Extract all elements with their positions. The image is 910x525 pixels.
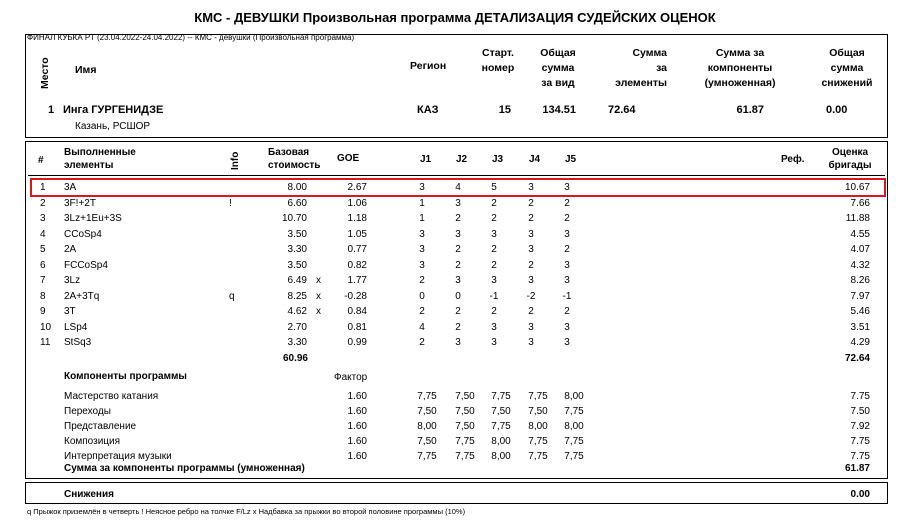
element-info: q [229,290,235,302]
element-base: 10.70 [281,213,307,224]
element-judge-3: 3 [491,228,497,240]
element-judge-4: 3 [528,337,534,348]
element-code: CCoSp4 [64,228,102,240]
element-code: 2A+3Tq [64,290,100,302]
components-total-label: Сумма за компоненты программы (умноженная) [64,463,305,474]
element-code: 3F!+2T [64,197,96,209]
element-judge-1: 2 [419,306,425,317]
element-base: 6.49 [287,275,307,286]
element-goe: 0.81 [347,321,367,333]
component-judge-1: 7,75 [417,451,437,462]
component-judge-5: 8,00 [564,391,584,402]
element-number: 7 [40,275,46,286]
deductions-value: 0.00 [850,489,870,500]
element-judge-1: 3 [419,182,425,193]
component-row [30,419,880,434]
element-row [30,242,880,257]
component-name: Композиция [64,436,121,447]
element-judge-2: 0 [455,290,461,302]
component-name: Представление [64,421,137,432]
component-judge-1: 7,50 [417,406,437,417]
element-judge-3: 3 [491,337,497,348]
element-judge-2: 3 [455,197,461,209]
component-factor: 1.60 [347,451,367,462]
element-goe: 0.82 [347,259,367,271]
start-number-header: Старт. номер [481,47,515,74]
element-base: 3.50 [287,259,307,271]
element-goe: 1.05 [347,228,367,240]
element-judge-4: 2 [528,259,534,271]
component-judge-1: 7,75 [417,391,437,402]
element-judge-3: 2 [491,244,497,255]
skater-start-number: 15 [498,104,511,116]
element-code: FCCoSp4 [64,259,108,271]
skater-total-score: 134.51 [542,104,576,116]
element-header: Выполненные элементы [64,147,136,171]
element-base: 6.60 [287,197,307,209]
element-judge-2: 3 [455,228,461,240]
element-code: 3T [64,306,76,317]
element-goe: -0.28 [344,290,367,302]
element-judge-5: 2 [564,244,570,255]
element-judge-5: 3 [564,275,570,286]
skater-component-score: 61.87 [736,104,764,116]
element-judge-1: 1 [419,213,425,224]
component-name: Мастерство катания [64,391,159,402]
element-judge-3: 5 [491,182,497,193]
element-base: 4.62 [287,306,307,317]
element-number: 9 [40,306,46,317]
element-row [30,227,880,242]
component-judge-3: 8,00 [491,436,511,447]
element-number: 8 [40,290,46,302]
element-x: x [316,290,321,302]
element-judge-5: -1 [562,290,572,302]
element-judge-3: 3 [491,275,497,286]
element-score: 4.29 [850,337,870,348]
element-judge-3: 2 [491,197,497,209]
ref-header: Реф. [781,154,805,165]
element-code: 3Lz [64,275,81,286]
component-judge-2: 7,50 [455,391,475,402]
score-header: Оценка бригады [828,147,872,171]
element-code: 3Lz+1Eu+3S [64,213,122,224]
component-judge-2: 7,50 [455,421,475,432]
element-number: 6 [40,259,46,271]
element-judge-5: 2 [564,197,570,209]
deductions-label: Снижения [64,489,114,500]
component-row [30,404,880,419]
element-judge-4: 3 [528,244,534,255]
element-judge-2: 2 [455,244,461,255]
factor-header: Фактор [334,372,368,383]
element-judge-5: 3 [564,337,570,348]
component-judge-4: 8,00 [528,421,548,432]
component-score: 7.75 [850,391,870,402]
component-score-header: Сумма за компоненты (умноженная) [704,47,776,89]
element-number: 11 [40,337,51,348]
element-number: 3 [40,213,46,224]
num-header: # [38,155,44,166]
element-judge-1: 1 [419,197,425,209]
component-row [30,449,880,464]
component-factor: 1.60 [347,406,367,417]
element-judge-5: 3 [564,259,570,271]
component-name: Переходы [64,406,111,417]
element-score: 4.55 [850,228,870,240]
element-judge-2: 3 [455,337,461,348]
component-judge-3: 8,00 [491,451,511,462]
element-judge-4: 3 [528,182,534,193]
footnote: q Прыжок приземлён в четверть ! Неясное ребро на толчке F/Lz x Надбавка за прыжки во второй половине программы (10%) [27,507,466,516]
element-base: 3.30 [287,244,307,255]
info-header: Info [230,151,241,170]
element-judge-3: 2 [491,213,497,224]
element-base: 8.00 [287,182,307,193]
element-row [30,335,880,350]
element-row [30,196,880,211]
element-judge-5: 3 [564,182,570,193]
j3-header: J3 [492,154,504,165]
elements-base-total: 60.96 [282,353,308,364]
element-x: x [316,275,321,286]
component-row [30,389,880,404]
element-score: 11.88 [845,213,870,224]
element-judge-1: 3 [419,259,425,271]
element-judge-3: 2 [491,259,497,271]
element-code: 2A [64,244,77,255]
component-judge-4: 7,75 [528,451,548,462]
component-judge-4: 7,75 [528,391,548,402]
element-judge-3: 2 [491,306,497,317]
element-judge-5: 3 [564,321,570,333]
element-score: 8.26 [850,275,870,286]
element-judge-4: 3 [528,321,534,333]
element-row [30,289,880,304]
element-judge-1: 2 [419,275,425,286]
skater-element-score: 72.64 [608,104,636,116]
element-goe: 0.77 [347,244,367,255]
base-header: Базовая стоимость [268,147,321,171]
element-goe: 0.84 [347,306,367,317]
deductions-header: Общая сумма снижений [821,47,873,89]
component-factor: 1.60 [347,436,367,447]
element-judge-4: 2 [528,306,534,317]
element-goe: 1.77 [347,275,367,286]
component-judge-5: 7,75 [564,436,584,447]
element-info: ! [229,197,232,209]
total-score-header: Общая сумма за вид [540,47,576,89]
deductions-box [25,482,888,504]
element-code: 3A [64,182,77,193]
element-judge-1: 2 [419,337,425,348]
element-number: 5 [40,244,46,255]
components-total-score: 61.87 [844,463,870,474]
component-judge-2: 7,50 [455,406,475,417]
element-judge-2: 2 [455,321,461,333]
component-judge-1: 7,50 [417,436,437,447]
element-judge-4: 3 [528,275,534,286]
element-score: 7.97 [850,290,870,302]
element-judge-1: 3 [419,244,425,255]
components-header: Компоненты программы [64,371,187,382]
element-judge-5: 2 [564,306,570,317]
skater-region: КАЗ [417,104,439,116]
element-base: 8.25 [287,290,307,302]
goe-header: GOE [337,153,360,164]
element-judge-2: 2 [455,213,461,224]
element-goe: 1.06 [347,197,367,209]
skater-name: Инга ГУРГЕНИДЗЕ [63,104,164,116]
highlight-box [30,178,886,197]
element-x: x [316,306,321,317]
component-score: 7.75 [850,436,870,447]
skater-deductions: 0.00 [826,104,848,116]
element-score: 10.67 [844,182,870,193]
element-number: 2 [40,197,46,209]
component-score: 7.50 [850,406,870,417]
component-factor: 1.60 [347,391,367,402]
element-judge-5: 2 [564,213,570,224]
element-score: 7.66 [850,197,870,209]
element-row [30,258,880,273]
element-judge-4: 2 [528,213,534,224]
skater-place: 1 [48,104,55,116]
j4-header: J4 [529,154,541,165]
element-base: 3.30 [287,337,307,348]
element-number: 4 [40,228,46,240]
element-score: 4.32 [850,259,870,271]
element-score: 4.07 [850,244,870,255]
component-judge-5: 8,00 [564,421,584,432]
component-judge-2: 7,75 [455,436,475,447]
j5-header: J5 [565,154,577,165]
component-judge-2: 7,75 [455,451,475,462]
name-header: Имя [75,64,97,76]
component-judge-3: 7,75 [491,391,511,402]
element-score: 5.46 [850,306,870,317]
component-score: 7.92 [850,421,870,432]
element-judge-2: 3 [455,275,461,286]
component-judge-3: 7,50 [491,406,511,417]
element-judge-2: 4 [455,182,461,193]
element-row [30,320,880,335]
page-title: КМС - ДЕВУШКИ Произвольная программа ДЕТАЛИЗАЦИЯ СУДЕЙСКИХ ОЦЕНОК [194,10,716,25]
component-factor: 1.60 [347,421,367,432]
element-number: 10 [40,321,52,333]
element-code: StSq3 [64,337,92,348]
element-goe: 1.18 [347,213,367,224]
element-goe: 2.67 [347,182,367,193]
skater-club: Казань, РСШОР [75,121,151,132]
component-judge-4: 7,50 [528,406,548,417]
element-judge-2: 2 [455,306,461,317]
component-name: Интерпретация музыки [64,451,172,462]
element-row [30,273,880,288]
component-judge-5: 7,75 [564,406,584,417]
component-judge-4: 7,75 [528,436,548,447]
element-judge-1: 0 [419,290,425,302]
element-base: 3.50 [287,228,307,240]
element-judge-4: 2 [528,197,534,209]
element-score: 3.51 [850,321,870,333]
element-judge-3: -1 [489,290,499,302]
element-judge-5: 3 [564,228,570,240]
component-score: 7.75 [850,451,870,462]
element-judge-1: 4 [419,321,425,333]
element-judge-2: 2 [455,259,461,271]
place-header: Место [39,57,51,89]
event-line: ФИНАЛ КУБКА РТ (23.04.2022-24.04.2022) -- КМС - девушки (Произвольная программа) [27,33,355,42]
element-judge-1: 3 [419,228,425,240]
element-base: 2.70 [287,321,307,333]
component-judge-3: 7,75 [491,421,511,432]
region-header: Регион [410,60,447,72]
element-judge-4: -2 [526,290,536,302]
component-judge-5: 7,75 [564,451,584,462]
header-divider [28,175,885,176]
element-judge-4: 3 [528,228,534,240]
element-score-header: Сумма за элементы [615,47,667,89]
j2-header: J2 [456,154,468,165]
element-goe: 0.99 [347,337,367,348]
element-row [30,304,880,319]
component-judge-1: 8,00 [417,421,437,432]
elements-score-total: 72.64 [844,353,870,364]
element-row [30,211,880,226]
element-code: LSp4 [64,321,88,333]
j1-header: J1 [420,154,432,165]
element-number: 1 [40,182,46,193]
component-row [30,434,880,449]
element-judge-3: 3 [491,321,497,333]
